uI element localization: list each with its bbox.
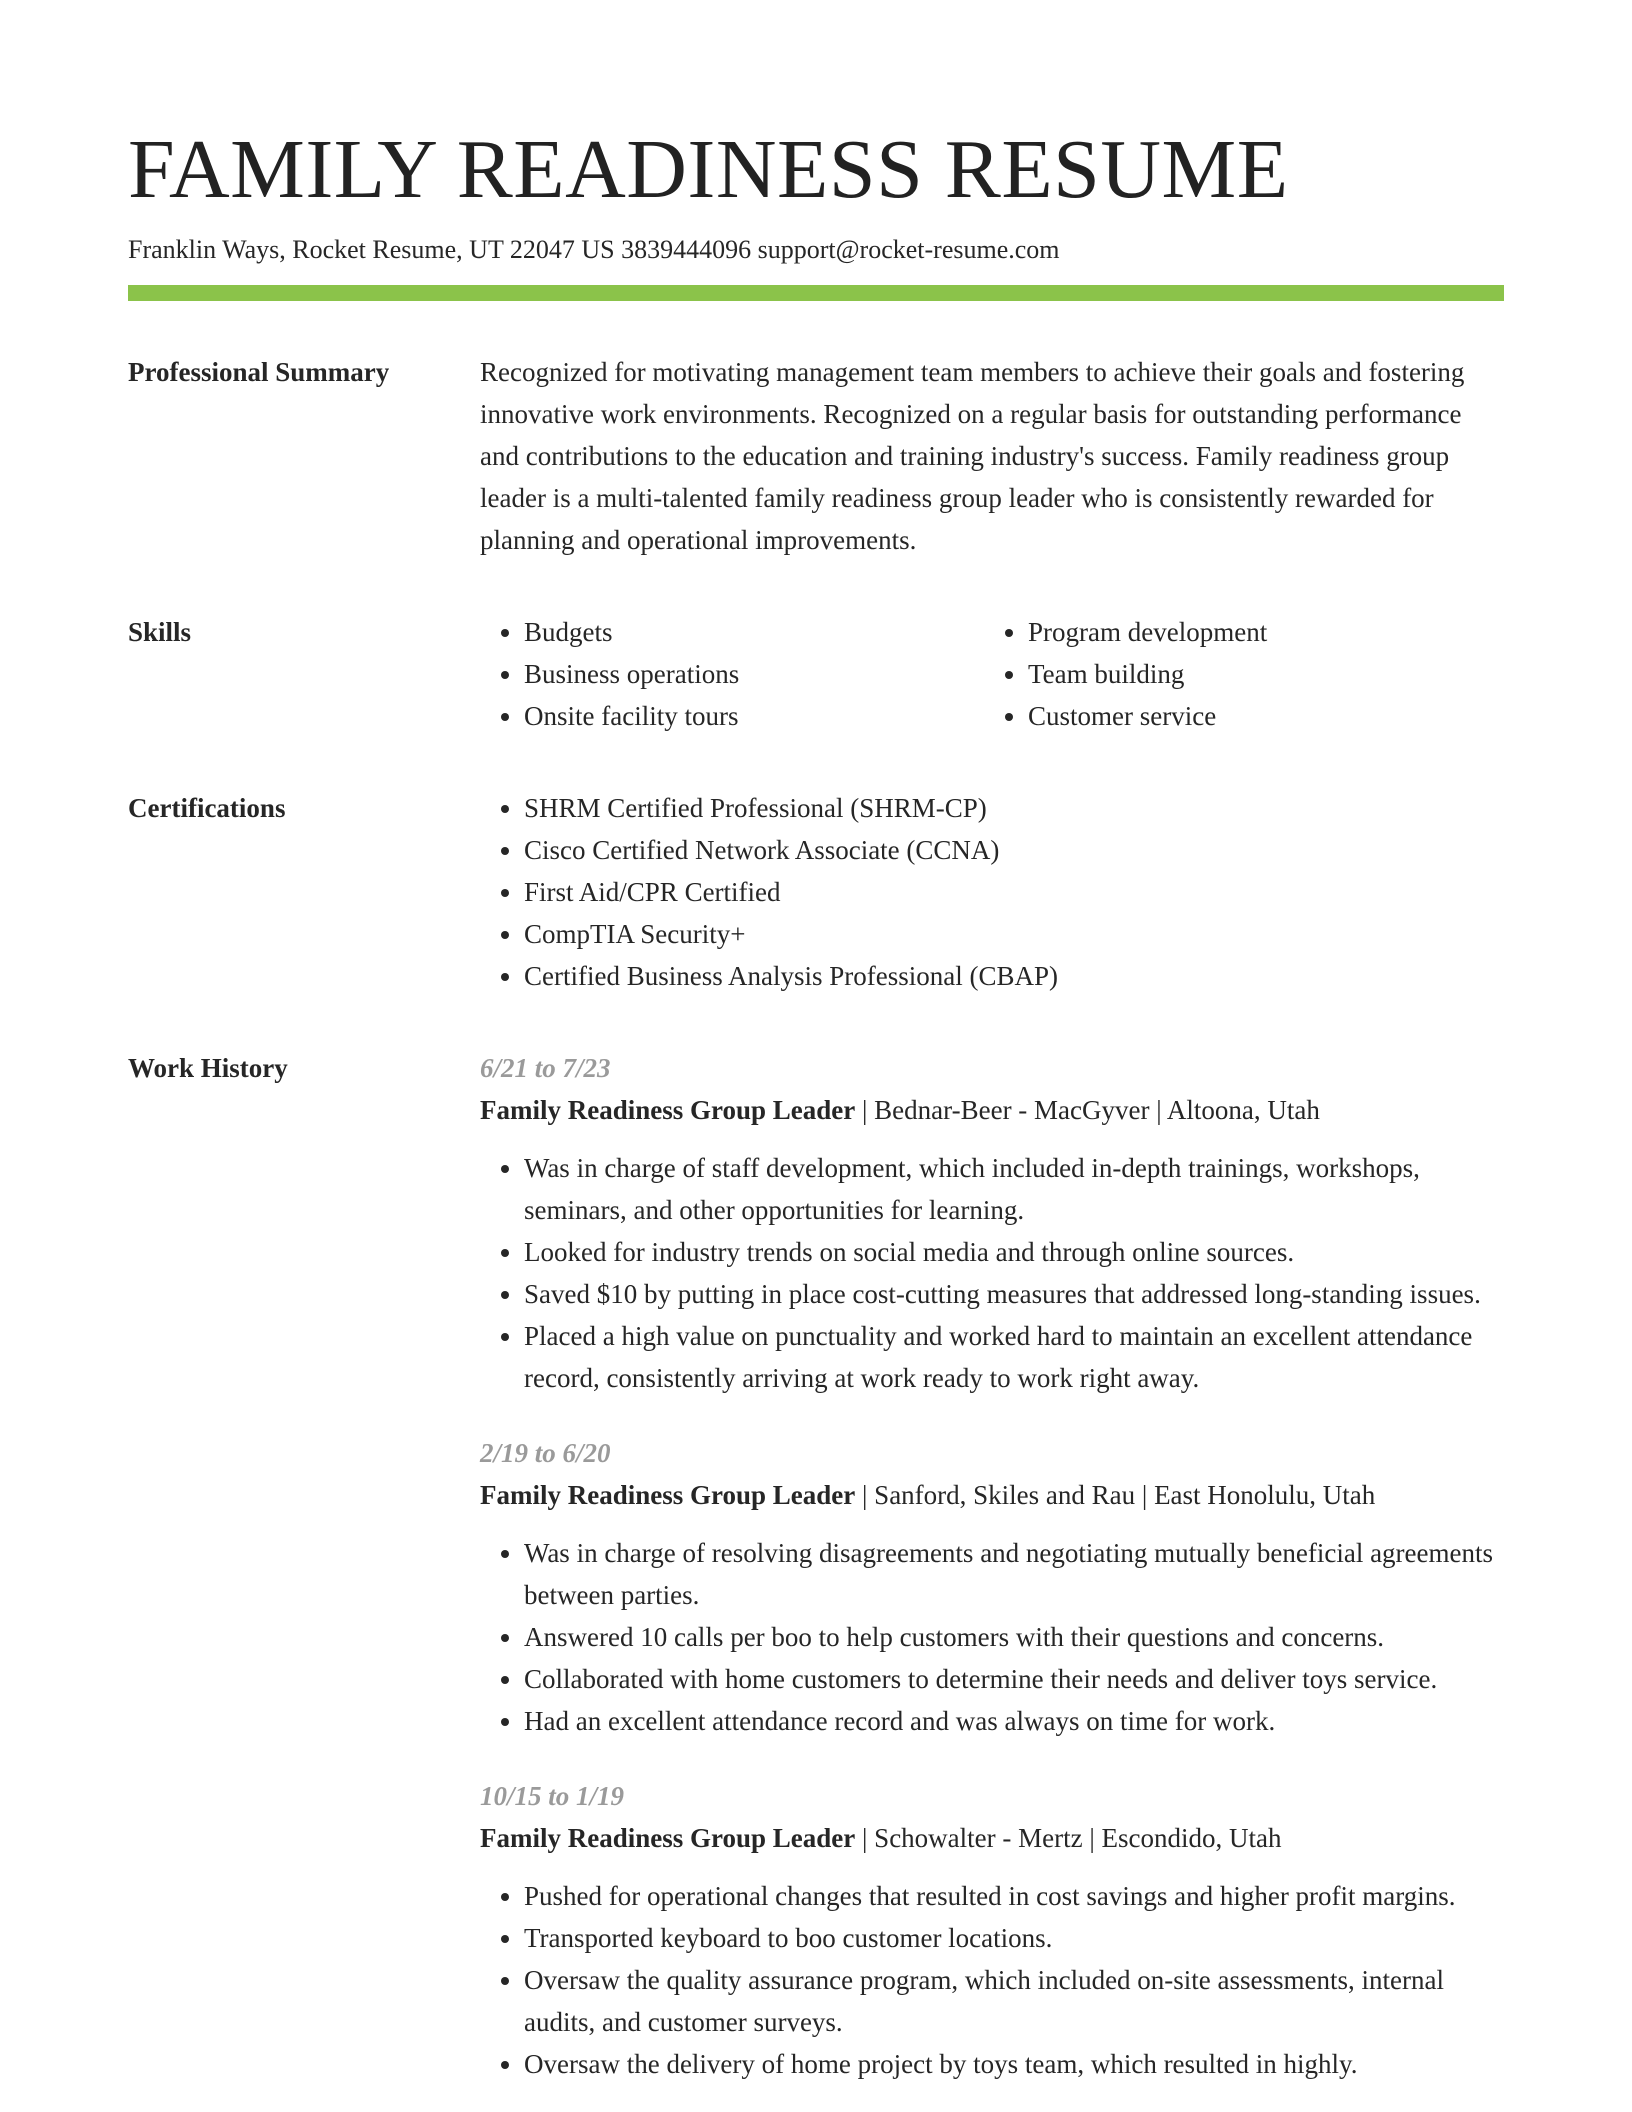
skill-item: • Business operations bbox=[524, 653, 984, 695]
job-bullet: • Was in charge of staff development, which included in-depth trainings, workshops, seminars, and other opportunities for learning. bbox=[524, 1147, 1504, 1231]
job-bullet: • Was in charge of resolving disagreements and negotiating mutually beneficial agreements between parties. bbox=[524, 1532, 1504, 1616]
header-divider bbox=[128, 285, 1504, 301]
summary-heading: Professional Summary bbox=[128, 357, 390, 387]
job-dates: 2/19 to 6/20 bbox=[480, 1438, 611, 1468]
resume-page bbox=[128, 118, 1504, 2085]
job-bullet: • Collaborated with home customers to determine their needs and deliver toys service. bbox=[524, 1658, 1504, 1700]
certification-item: • SHRM Certified Professional (SHRM-CP) bbox=[524, 787, 1504, 829]
skill-item: • Team building bbox=[1028, 653, 1488, 695]
job-bullet: • Oversaw the delivery of home project by toys team, which resulted in highly. bbox=[524, 2043, 1504, 2085]
job-location: Altoona, Utah bbox=[1166, 1095, 1320, 1125]
job-bullet: • Transported keyboard to boo customer locations. bbox=[524, 1917, 1504, 1959]
job-bullet: • Answered 10 calls per boo to help customers with their questions and concerns. bbox=[524, 1616, 1504, 1658]
skill-item: • Budgets bbox=[524, 611, 984, 653]
job-bullet: • Placed a high value on punctuality and worked hard to maintain an excellent attendance record, consistently arriving at work ready to work right away. bbox=[524, 1315, 1504, 1399]
contact-phone: 3839444096 bbox=[621, 235, 752, 264]
certifications-body bbox=[480, 787, 1504, 997]
job-heading bbox=[480, 1817, 1504, 1859]
job-dates: 6/21 to 7/23 bbox=[480, 1053, 611, 1083]
certification-item: • Cisco Certified Network Associate (CCNA) bbox=[524, 829, 1504, 871]
job-heading bbox=[480, 1474, 1504, 1516]
job-company: Sanford, Skiles and Rau bbox=[874, 1480, 1136, 1510]
summary-text: Recognized for motivating management team members to achieve their goals and fostering innovative work environments. Recognized on a regular basis for outstanding performance and contributions to the education and training industry's success. Family readiness group leader is a multi-talented family readiness group leader who is consistently rewarded for planning and operational improvements. bbox=[480, 357, 1465, 555]
job-bullet: • Saved $10 by putting in place cost-cutting measures that addressed long-standing issues. bbox=[524, 1273, 1504, 1315]
job-separator: | bbox=[855, 1480, 875, 1510]
job-bullet: • Pushed for operational changes that resulted in cost savings and higher profit margins. bbox=[524, 1875, 1504, 1917]
summary-body bbox=[480, 351, 1504, 561]
work-history-section bbox=[128, 1047, 1504, 2085]
job-title: Family Readiness Group Leader bbox=[480, 1480, 856, 1510]
job-bullet: • Oversaw the quality assurance program, which included on-site assessments, internal audits, and customer surveys. bbox=[524, 1959, 1504, 2043]
job-dates: 10/15 to 1/19 bbox=[480, 1781, 625, 1811]
job-company: Schowalter - Mertz bbox=[874, 1823, 1083, 1853]
job-bullet: • Looked for industry trends on social media and through online sources. bbox=[524, 1231, 1504, 1273]
job-separator: | bbox=[1082, 1823, 1102, 1853]
job-bullets bbox=[480, 1532, 1504, 1742]
job-separator: | bbox=[855, 1095, 875, 1125]
job-entry bbox=[480, 1775, 1504, 2085]
job-entry bbox=[480, 1047, 1504, 1399]
job-separator: | bbox=[1149, 1095, 1167, 1125]
resume-title: FAMILY READINESS RESUME bbox=[128, 123, 1289, 216]
certification-item: • Certified Business Analysis Professional (CBAP) bbox=[524, 955, 1504, 997]
certification-item: • First Aid/CPR Certified bbox=[524, 871, 1504, 913]
job-bullet: • Had an excellent attendance record and was always on time for work. bbox=[524, 1700, 1504, 1742]
job-title: Family Readiness Group Leader bbox=[480, 1823, 856, 1853]
job-title: Family Readiness Group Leader bbox=[480, 1095, 856, 1125]
contact-line bbox=[128, 233, 1504, 267]
job-separator: | bbox=[855, 1823, 875, 1853]
job-heading bbox=[480, 1089, 1504, 1131]
job-separator: | bbox=[1135, 1480, 1155, 1510]
skills-column-2 bbox=[984, 611, 1488, 737]
contact-email: support@rocket-resume.com bbox=[757, 235, 1060, 264]
job-location: East Honolulu, Utah bbox=[1154, 1480, 1376, 1510]
skills-body bbox=[480, 611, 1504, 737]
contact-address: Franklin Ways, Rocket Resume, UT 22047 US bbox=[128, 235, 615, 264]
job-bullets bbox=[480, 1875, 1504, 2085]
certifications-section bbox=[128, 787, 1504, 997]
skill-item: • Customer service bbox=[1028, 695, 1488, 737]
job-bullets bbox=[480, 1147, 1504, 1399]
certifications-heading: Certifications bbox=[128, 793, 286, 823]
skills-column-1 bbox=[480, 611, 984, 737]
work-history-body bbox=[480, 1047, 1504, 2085]
skill-item: • Program development bbox=[1028, 611, 1488, 653]
skill-item: • Onsite facility tours bbox=[524, 695, 984, 737]
job-company: Bednar-Beer - MacGyver bbox=[874, 1095, 1150, 1125]
work-history-heading: Work History bbox=[128, 1053, 288, 1083]
skills-heading: Skills bbox=[128, 617, 192, 647]
job-entry bbox=[480, 1432, 1504, 1742]
summary-section bbox=[128, 351, 1504, 561]
certifications-list bbox=[480, 787, 1504, 997]
skills-section bbox=[128, 611, 1504, 737]
certification-item: • CompTIA Security+ bbox=[524, 913, 1504, 955]
job-location: Escondido, Utah bbox=[1101, 1823, 1282, 1853]
